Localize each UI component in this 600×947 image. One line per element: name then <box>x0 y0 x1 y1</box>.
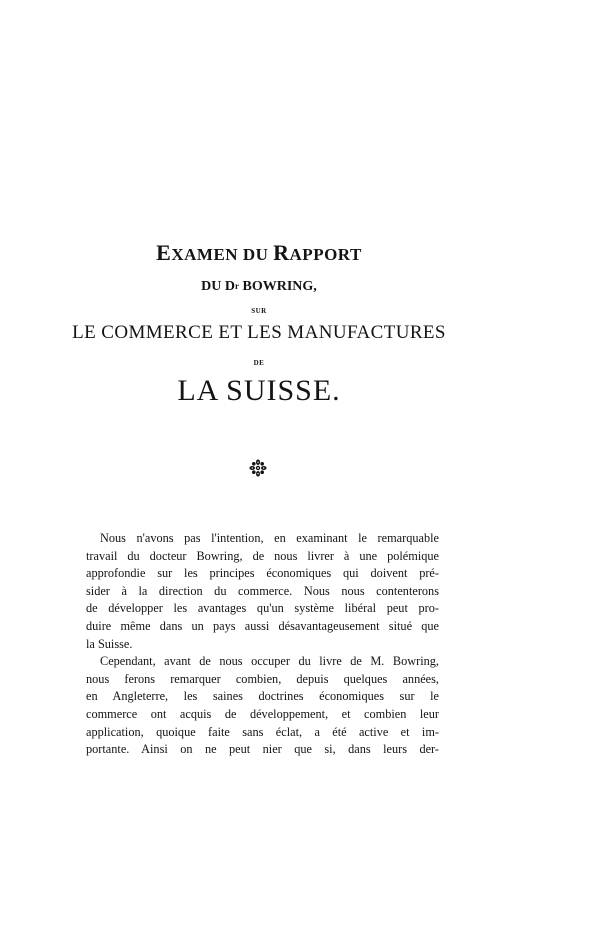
author-name: BOWRING, <box>239 279 317 294</box>
text-line: application, quoique faite sans éclat, a été active et im- <box>86 724 439 739</box>
floral-ornament-icon <box>248 458 268 478</box>
title-initial-r: R <box>273 240 290 265</box>
text-line: approfondie sur les principes économiques qui doivent pré- <box>86 566 439 581</box>
text-line: la Suisse. <box>86 636 133 651</box>
page-title <box>86 240 432 268</box>
country-heading: LA SUISSE. <box>177 374 341 407</box>
text-line: en Angleterre, les saines doctrines économiques sur le <box>86 689 439 704</box>
title-smallcaps: XAMEN DU <box>171 245 274 264</box>
text-line: de développer les avantages qu'un système libéral peut pro- <box>86 601 439 616</box>
title-smallcaps-2: APPORT <box>289 245 362 264</box>
text-line: portante. Ainsi on ne peut nier que si, dans leurs der- <box>86 742 439 757</box>
text-line: Nous n'avons pas l'intention, en examinant le remarquable <box>100 531 439 545</box>
author-prefix: DU D <box>201 279 236 294</box>
text-line: commerce ont acquis de développement, et combien leur <box>86 706 439 721</box>
text-line: sider à la direction du commerce. Nous nous contenterons <box>86 583 439 598</box>
author-line <box>86 278 432 296</box>
title-block <box>72 240 446 408</box>
body-text <box>86 530 439 759</box>
author-sup: r <box>235 281 240 291</box>
sur-label: SUR <box>251 307 267 315</box>
text-line: travail du docteur Bowring, de nous livrer à une polémique <box>86 548 439 563</box>
de-label: DE <box>253 359 265 367</box>
text-line: nous ferons remarquer combien, depuis quelques années, <box>86 671 439 686</box>
title-initial: E <box>156 240 172 265</box>
text-line: duire même dans un pays aussi désavantageusement situé que <box>86 618 439 633</box>
subject-heading: LE COMMERCE ET LES MANUFACTURES <box>72 322 446 343</box>
text-line: Cependant, avant de nous occuper du livre de M. Bowring, <box>100 654 439 669</box>
